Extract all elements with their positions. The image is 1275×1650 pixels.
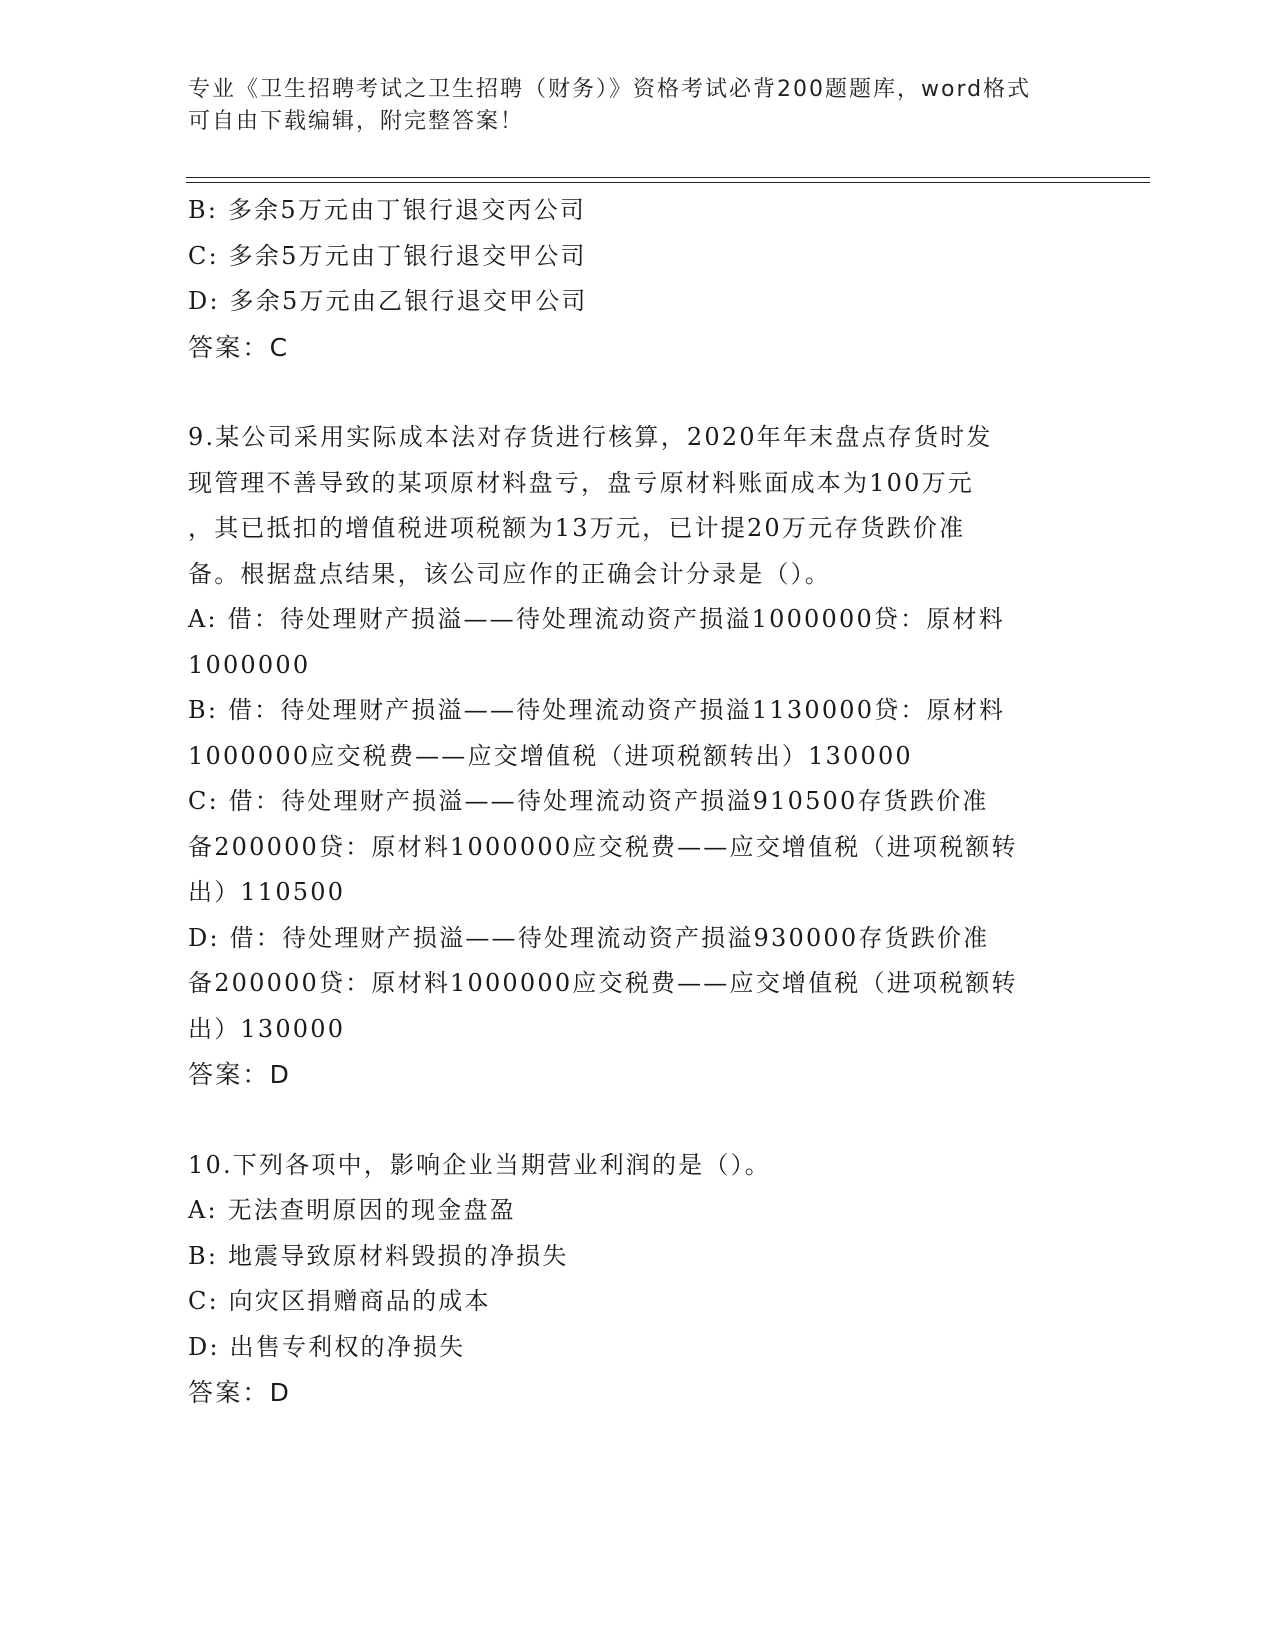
q9-stem-line-2: 现管理不善导致的某项原材料盘亏，盘亏原材料账面成本为100万元 [188, 468, 975, 497]
q9-stem-line-4: 备。根据盘点结果，该公司应作的正确会计分录是（）。 [188, 559, 831, 588]
question-content [188, 188, 1068, 1416]
question-spacer [188, 370, 1068, 415]
q9-option-c-line-3: 出）110500 [188, 878, 346, 906]
q10-option-c: C: 向灾区捐赠商品的成本 [188, 1287, 491, 1315]
q10-option-a: A: 无法查明原因的现金盘盈 [188, 1196, 516, 1224]
header-rule-top [186, 177, 1150, 178]
q8-option-d: D: 多余5万元由乙银行退交甲公司 [188, 287, 588, 315]
q9-option-d-line-3: 出）130000 [188, 1014, 346, 1043]
document-header [188, 74, 1088, 138]
q9-option-c-line-1: C: 借：待处理财产损溢——待处理流动资产损溢910500存货跌价准 [188, 787, 989, 815]
q9-option-a-line-1: A: 借：待处理财产损溢——待处理流动资产损溢1000000贷：原材料 [188, 605, 1005, 633]
q8-answer: 答案：C [188, 332, 290, 362]
q9-option-d-line-2: 备200000贷：原材料1000000应交税费——应交增值税（进项税额转 [188, 969, 1018, 997]
q8-option-b: B: 多余5万元由丁银行退交丙公司 [188, 196, 587, 224]
q8-option-c: C: 多余5万元由丁银行退交甲公司 [188, 241, 587, 270]
q9-option-d-line-1: D: 借：待处理财产损溢——待处理流动资产损溢930000存货跌价准 [188, 923, 990, 952]
q9-option-a-line-2: 1000000 [188, 650, 311, 679]
question-10 [188, 1143, 1068, 1416]
q9-option-b-line-1: B: 借：待处理财产损溢——待处理流动资产损溢1130000贷：原材料 [188, 696, 1006, 724]
q9-option-c-line-2: 备200000贷：原材料1000000应交税费——应交增值税（进项税额转 [188, 832, 1018, 861]
question-9 [188, 415, 1068, 1098]
q10-stem: 10.下列各项中，影响企业当期营业利润的是（）。 [188, 1150, 771, 1179]
header-title-line-2: 可自由下载编辑，附完整答案！ [188, 109, 525, 134]
question-spacer [188, 1098, 1068, 1143]
q10-answer: 答案：D [188, 1378, 292, 1407]
q9-stem-line-1: 9.某公司采用实际成本法对存货进行核算，2020年年末盘点存货时发 [188, 423, 993, 451]
q9-answer: 答案：D [188, 1060, 292, 1089]
header-rule-bottom [186, 182, 1150, 183]
q10-option-b: B: 地震导致原材料毁损的净损失 [188, 1241, 569, 1270]
question-8-tail [188, 188, 1068, 370]
q9-stem-line-3: ，其已抵扣的增值税进项税额为13万元，已计提20万元存货跌价准 [188, 514, 966, 542]
q9-option-b-line-2: 1000000应交税费——应交增值税（进项税额转出）130000 [188, 741, 913, 770]
q10-option-d: D: 出售专利权的净损失 [188, 1332, 466, 1361]
header-title-line-1: 专业《卫生招聘考试之卫生招聘（财务）》资格考试必背200题题库，word格式 [188, 77, 1032, 102]
